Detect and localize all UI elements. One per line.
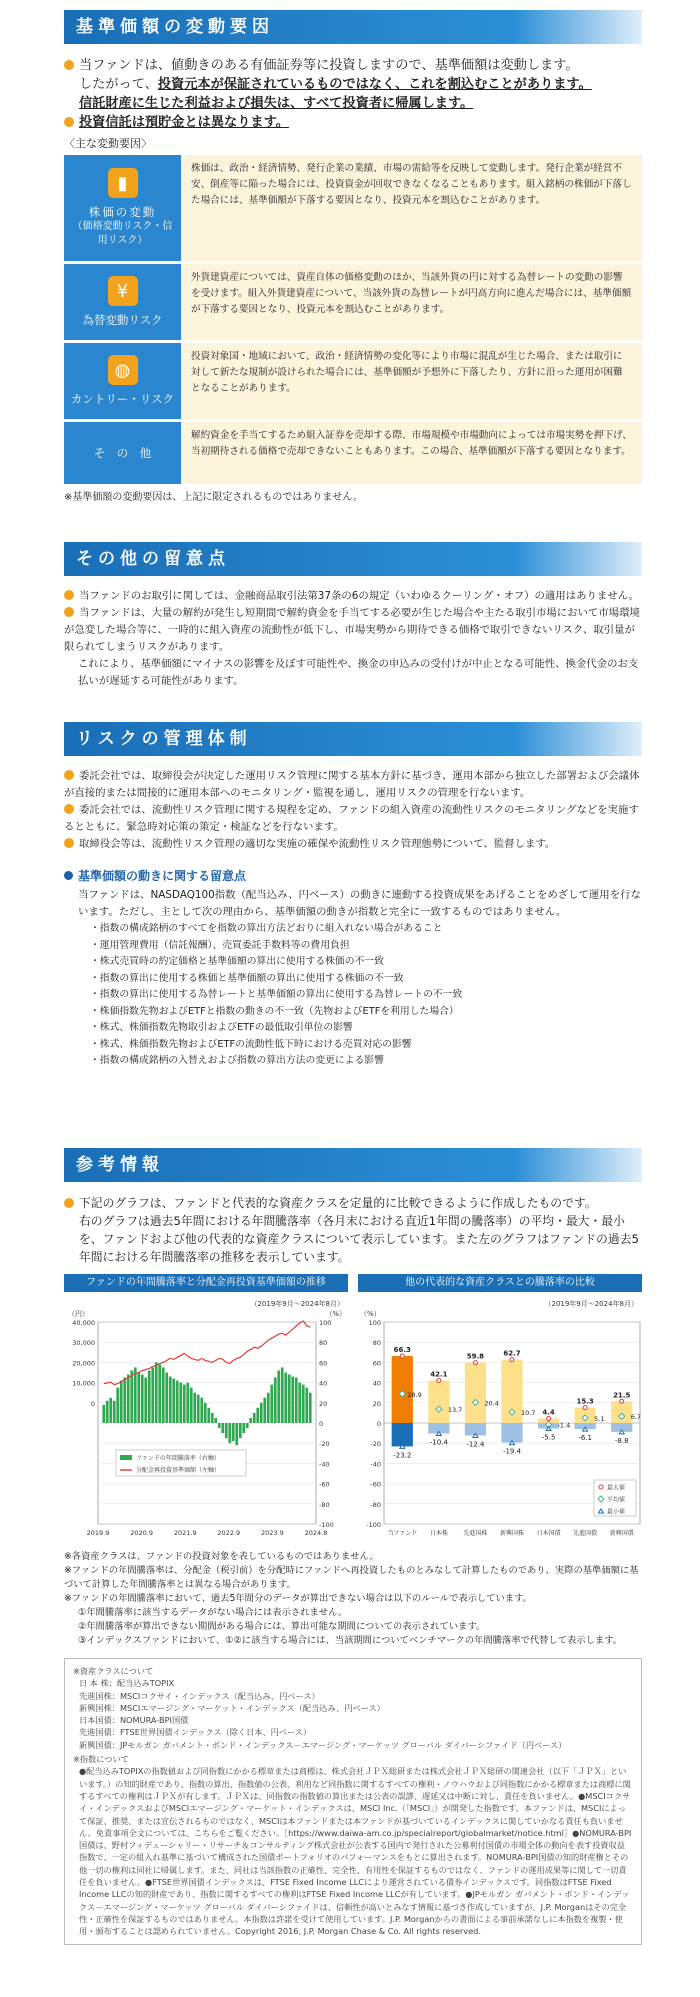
avg-label: 13.7 [447,1406,463,1415]
max-label: 15.3 [576,1397,594,1406]
max-label: 66.3 [393,1346,411,1355]
left-tick-label: 30,000 [72,1339,95,1348]
risk-label: 株価の変動 [88,205,157,219]
category-label: 当ファンド [387,1530,418,1537]
stock-chart-icon: ▮ [108,168,138,198]
section-fluctuation [64,10,642,503]
return-bar [169,1377,172,1423]
return-bar [228,1423,231,1443]
reason-item: ・指数の算出に使用する株価と基準価額の算出に使用する株価の不一致 [90,972,404,984]
return-bar [183,1385,186,1423]
chart-title: 他の代表的な資産クラスとの騰落率の比較 [358,1274,642,1292]
y-tick-label: 100 [368,1319,381,1327]
footnote: ※基準価額の変動要因は、上記に限定されるものではありません。 [64,492,363,503]
bullet-dot-icon [64,770,74,780]
reason-item: ・指数の構成銘柄のすべてを指数の算出方法どおりに組入れない場合があること [90,923,443,934]
x-tick-label: 2024.8 [304,1529,328,1537]
min-label: -6.1 [578,1434,592,1443]
bullet-text: 当ファンドのお取引に関しては、金融商品取引法第37条の6の規定（いわゆるクーリング・オフ）の適用はありません。 [79,590,640,602]
x-tick-label: 2020.9 [130,1529,153,1537]
bullet-dot-icon [64,60,74,70]
bullet-text: 委託会社では、流動性リスク管理に関する規程を定め、ファンドの組入資産の流動性リスクのモニタリングなどを実施するとともに、緊急時対応策の策定・検証などを行ないます。 [64,804,639,833]
max-label: 59.8 [466,1352,485,1361]
return-bar [158,1364,161,1423]
reason-item: ・株式、株価指数先物およびETFの流動性低下時における売買対応の影響 [90,1038,412,1050]
min-label: -12.4 [466,1440,485,1449]
left-axis-unit: （円） [68,1310,89,1318]
y-tick-label: -40 [370,1460,381,1469]
avg-label: 20.4 [484,1399,499,1408]
return-bar [179,1383,182,1423]
return-bar [186,1383,189,1423]
max-label: 42.1 [430,1370,448,1379]
bullet-dot-icon [64,607,74,617]
bullet-text: これにより、基準価額にマイナスの影響を及ぼす可能性や、換金の申込みの受付けが中止となる可能性、換金代金のお支払いが遅延する可能性があります。 [78,658,639,687]
left-tick-label: 0 [90,1399,95,1408]
risk-text: 投資対象国・地域において、政治・経済情勢の変化等により市場に混乱が生じた場合、または取引に対して新たな規制が設けられた場合には、基準価額が予想外に下落したり、方針に沿った運用が困難となることがあります。 [181,343,642,419]
ref-line: 新興国株：MSCIエマージング・マーケット・インデックス（配当込み、円ベース） [79,1702,385,1713]
max-bar [428,1380,449,1423]
return-bar [116,1388,119,1423]
avg-label: 6.7 [630,1413,642,1422]
max-marker [547,1417,551,1421]
right-tick-label: 100 [319,1319,332,1327]
reference-box [64,1658,642,1945]
max-label: 21.5 [613,1391,631,1400]
bullet-dot-icon [64,117,74,127]
avg-label: 10.7 [521,1409,536,1418]
legend-label: 平均値 [607,1496,626,1504]
return-bar [144,1378,147,1423]
y-tick-label: 40 [372,1379,381,1388]
bullet-text: したがって、 [79,77,158,92]
return-bar [162,1367,165,1423]
right-tick-label: -40 [319,1460,330,1469]
reason-item: ・株式売買時の約定価格と基準価額の算出に使用する株価の不一致 [90,956,384,967]
max-label: 62.7 [503,1349,521,1358]
ref-line: 新興国債：JPモルガン ガバメント・ボンド・インデックス－エマージング・マーケッツ グローバル ダイバーシファイド（円ベース） [79,1739,567,1750]
risk-label-cell [64,155,181,261]
max-bar [392,1356,413,1423]
category-label: 先進国債 [573,1530,598,1537]
right-tick-label: 40 [319,1379,328,1388]
chart-subtitle: （2019年9月～2024年8月） [544,1300,638,1308]
bullet-text: 当ファンドは、値動きのある有価証券等に投資しますので、基準価額は変動します。 [79,58,579,73]
max-marker [620,1399,624,1403]
note-item: ②年間騰落率が算出できない期間がある場合には、算出可能な期間についての表示されています。 [78,1621,486,1632]
max-marker [583,1406,587,1410]
bullet-text: 取締役会等は、流動性リスク管理の適切な実施の確保や流動性リスク管理態勢について、監督します。 [79,838,556,850]
ref-paragraph: ●配当込みTOPIXの指数値および同指数にかかる標章または商標は、株式会社ＪＰＸ総研または株式会社ＪＰＸ総研の関連会社（以下「ＪＰＸ」といいます。）の知的財産であり、指数の算出、指数値の公表、利用など同指数に関するすべての権利・ノウハウおよび同指数にかかる標章または商標に関するすべての権利はＪＰＸが有します。ＪＰＸは、同指数の指数値の算出または公表の誤謬、遅延又は中断に対し、責任を負いません。●MSCIコクサイ・インデックスおよびMSCIエマージング・マーケット・インデックスは、MSCI Inc.（「MSCI」）が開発した指数です。本ファンドは、MSCIによって保証、推奨、または宣伝されるものではなく、MSCIは本ファンドまたは本ファンドが基づいているインデックスに関していかなる責任も負いません。免責事項全文については、こちらをご覧ください。［https://www.daiwa-am.co.jp/specialreport/globalmarket/notice.html］●NOMURA-BPI国債は、野村フィデューシャリー・リサーチ＆コンサルティング株式会社が公表する国内で発行された公募利付国債の市場全体の動向を表す投資収益指数で、一定の組入れ基準に基づいて構成された国債ポートフォリオのパフォーマンスをもとに算出されます。NOMURA-BPI国債の知的財産権とその他一切の権利は同社に帰属します。また、同社は当該指数の正確性、完全性、有用性を保証するものではなく、ファンドの運用成果等に関して一切責任を負いません。●FTSE世界国債インデックスは、FTSE Fixed Income LLCにより運営されている債券インデックスです。同指数はFTSE Fixed Income LLCの知的財産であり、指数に関するすべての権利はFTSE Fixed Income LLCが有しています。●JPモルガン ガバメント・ボンド・インデックス－エマージング・マーケッツ グローバル ダイバーシファイドは、信頼性が高いとみなす情報に基づき作成していますが、J.P. Morganはその完全性・正確性を保証するものではありません。本指数は許諾を受けて使用しています。J.P. Morganからの書面による事前承諾なしに本指数を複製・使用・頒布することは認められていません。Copyright 2016, J.P. Morgan Chase & Co. All rights reserved. [79,1766,632,1937]
x-tick-label: 2022.9 [217,1529,241,1537]
risk-row [64,343,642,419]
return-bar [221,1423,224,1433]
return-bar [246,1423,249,1428]
return-bar [239,1423,242,1438]
right-tick-label: 60 [319,1359,328,1368]
y-tick-label: 80 [372,1339,381,1348]
return-bar [218,1423,221,1428]
main-factors-label: 〈主な変動要因〉 [64,137,152,150]
return-bar [190,1388,193,1423]
right-tick-label: -80 [319,1500,330,1509]
reason-item: ・株式、株価指数先物取引およびETFの最低取引単位の影響 [90,1022,353,1033]
reason-item: ・指数の算出に使用する為替レートと基準価額の算出に使用する為替レートの不一致 [90,989,463,1000]
return-bar [225,1423,228,1438]
return-bar [288,1375,291,1423]
return-bar [102,1405,105,1423]
risk-label-cell [64,264,181,340]
category-label: 日本株 [429,1530,448,1537]
max-bar [465,1363,486,1423]
bullet-text-underline: 信託財産に生じた利益および損失は、すべて投資者に帰属します。 [79,96,474,111]
chart-title: ファンドの年間騰落率と分配金再投資基準価額の推移 [64,1274,348,1292]
min-label: -23.2 [393,1451,412,1460]
risk-sublabel: （価格変動リスク・信用リスク） [72,221,173,246]
section-title: 基準価額の変動要因 [64,10,642,44]
return-bar [270,1385,273,1423]
left-tick-label: 40,000 [72,1319,95,1327]
return-bar [197,1395,200,1423]
category-label: 新興国株 [499,1530,525,1537]
max-marker [400,1354,404,1358]
return-bar [267,1393,270,1423]
return-bar [214,1418,217,1423]
category-label: 日本国債 [536,1530,561,1537]
return-bar [127,1375,130,1423]
y-tick-label: -60 [370,1480,381,1489]
return-bar [151,1367,154,1423]
risk-label: カントリー・リスク [70,392,175,406]
sub-section [64,867,642,1070]
right-tick-label: -60 [319,1480,330,1489]
currency-exchange-icon: ¥ [108,276,138,306]
risk-label-cell [64,343,181,419]
asset-chart-panel [358,1274,642,1546]
return-bar [274,1378,277,1423]
category-label: 新興国債 [609,1530,634,1537]
risk-label-cell [64,422,181,484]
reason-item: ・運用管理費用（信託報酬）、売買委託手数料等の費用負担 [90,939,350,951]
bullet-text-underline: 投資信託は預貯金とは異なります。 [79,115,289,130]
ref-line: 日 本 株：配当込みTOPIX [79,1678,175,1689]
section-title: リスクの管理体制 [64,722,642,756]
reason-list [64,921,642,1070]
chart-notes [64,1550,642,1648]
legend-label: 最大値 [607,1484,626,1492]
y-tick-label: 60 [372,1359,381,1368]
return-bar [263,1398,266,1423]
return-bar [176,1381,179,1423]
return-bar [305,1388,308,1423]
ref-line: 先進国株：MSCIコクサイ・インデックス（配当込み、円ベース） [79,1690,320,1701]
return-bar [155,1362,158,1423]
category-label: 先進国株 [463,1530,488,1537]
y-tick-label: 20 [372,1399,381,1408]
section-risk-management [64,722,642,1070]
risk-text: 株価は、政治・経済情勢、発行企業の業績、市場の需給等を反映して変動します。発行企業が経営不安、倒産等に陥った場合には、投資資金が回収できなくなることもあります。組入銘柄の株価が下落した場合には、基準価額が下落する要因となり、投資元本を割込むことがあります。 [181,155,642,261]
bullet-dot-icon [64,838,74,848]
risk-row [64,155,642,261]
y-tick-label: -20 [370,1440,381,1449]
fund-chart [64,1292,348,1542]
section-reference [64,1148,642,1945]
right-tick-label: 80 [319,1339,328,1348]
bullet-text-underline: 投資元本が保証されているものではなく、これを割込むことがあります。 [157,77,592,92]
return-bar [172,1379,175,1423]
min-label: -5.5 [541,1433,556,1442]
y-tick-label: -80 [370,1500,381,1509]
intro-text: 下記のグラフは、ファンドと代表的な資産クラスを定量的に比較できるように作成したものです。 [79,1196,597,1210]
axis-unit: （%） [360,1310,381,1318]
x-tick-label: 2021.9 [173,1529,197,1537]
return-bar [207,1408,210,1423]
y-tick-label: -100 [366,1521,381,1529]
bullet-dot-icon [64,590,74,600]
return-bar [281,1367,284,1423]
return-bar [232,1423,235,1441]
intro-block [64,56,642,132]
avg-label: 5.1 [594,1414,605,1423]
reason-item: ・株価指数先物およびETFと指数の動きの不一致（先物およびETFを利用した場合） [90,1005,459,1017]
legend-label: ファンドの年間騰落率（右軸） [136,1455,220,1462]
risk-text: 解約資金を手当てするため組入証券を売却する際、市場規模や市場動向によっては市場実勢を押下げ、当初期待される価格で売却できないこともあります。この場合、基準価額が下落する要因となります。 [181,422,642,484]
bullet-dot-icon [64,804,74,814]
return-bar [106,1401,109,1423]
return-bar [242,1423,245,1433]
return-bar [291,1377,294,1423]
return-bar [134,1367,137,1423]
risk-row [64,422,642,484]
section-other-notes [64,542,642,690]
note-item: ※各資産クラスは、ファンドの投資対象を表しているものではありません。 [64,1551,379,1562]
return-bar [113,1401,116,1423]
return-bar [256,1408,259,1423]
y-tick-label: 0 [376,1420,381,1428]
return-bar [253,1413,256,1423]
note-item: ※ファンドの年間騰落率は、分配金（税引前）を分配時にファンドへ再投資したものとみなして計算したものであり、実際の基準価額に基づいて計算した年間騰落率とは異なる場合があります。 [64,1565,639,1590]
min-label: -10.4 [429,1438,448,1447]
return-bar [123,1378,126,1423]
fund-chart-panel [64,1274,348,1546]
left-tick-label: 20,000 [72,1359,95,1368]
risk-text: 外貨建資産については、資産自体の価格変動のほか、当該外貨の円に対する為替レートの変動の影響を受けます。組入外貨建資産について、当該外貨の為替レートが円高方向に進んだ場合には、基準価額が下落する要因となり、投資元本を割込むことがあります。 [181,264,642,340]
chart-subtitle: （2019年9月～2024年8月） [250,1300,344,1308]
return-bar [302,1385,305,1423]
return-bar [260,1403,263,1423]
max-marker [510,1358,514,1362]
globe-icon: ◍ [108,355,138,385]
ref-line: 先進国債：FTSE世界国債インデックス（除く日本、円ベース） [79,1727,312,1738]
reason-item: ・指数の構成銘柄の入替えおよび指数の算出方法の変更による影響 [90,1055,384,1066]
return-bar [309,1393,312,1423]
section-title: 参考情報 [64,1148,642,1182]
sub-text: 当ファンドは、NASDAQ100指数（配当込み、円ベース）の動きに連動する投資成果をあげることをめざして運用を行ないます。ただし、主として次の理由から、基準価額の動きが指数と完全に一致するものではありません。 [78,889,641,918]
note-item: ①年間騰落率に該当するデータがない場合には表示されません。 [78,1607,348,1618]
risk-label: そ の 他 [93,446,152,460]
risk-row [64,264,642,340]
right-tick-label: 0 [319,1420,324,1428]
right-tick-label: -20 [319,1440,330,1449]
note-item: ③インデックスファンドにおいて、①②に該当する場合には、当該期間についてベンチマークの年間騰落率で代替して表示します。 [78,1635,623,1646]
max-marker [437,1378,441,1382]
avg-label: -1.4 [557,1421,571,1430]
return-bar [120,1381,123,1423]
intro-text: 右のグラフは過去5年間における年間騰落率（各月末における直近1年間の騰落率）の平均・最大・最小を、ファンドおよび他の代表的な資産クラスについて表示しています。また左のグラフはファンドの過去5年間における年間騰落率の推移を表示しています。 [79,1214,639,1264]
section-title: その他の留意点 [64,542,642,576]
return-bar [235,1423,238,1445]
return-bar [204,1403,207,1423]
return-bar [298,1383,301,1423]
legend-swatch [120,1455,132,1460]
ref-lines [73,1677,633,1751]
bullet-dot-icon [64,871,73,880]
risk-label: 為替変動リスク [82,313,163,327]
legend-label: 最小値 [607,1508,626,1516]
return-bar [277,1370,280,1423]
return-bar [249,1418,252,1423]
bullet-dot-icon [64,1198,74,1208]
return-bar [295,1378,298,1423]
risk-table [64,155,642,484]
return-bar [193,1393,196,1423]
return-bar [211,1413,214,1423]
bullet-text: 委託会社では、取締役会が決定した運用リスク管理に関する基本方針に基づき、運用本部から独立した部署および会議体が直接的または間接的に運用本部へのモニタリング・監視を通し、運用リスクの管理を行ないます。 [64,770,640,799]
return-bar [141,1375,144,1423]
x-tick-label: 2023.9 [261,1529,284,1537]
sub-title: 基準価額の動きに関する留意点 [78,869,247,883]
max-marker [473,1361,477,1365]
note-item: ※ファンドの年間騰落率において、過去5年間分のデータが算出できない場合は以下のルールで表示しています。 [64,1593,532,1604]
return-bar [148,1370,151,1423]
min-bar [392,1423,413,1446]
min-label: -19.4 [502,1447,522,1456]
max-label: 4.4 [542,1408,555,1417]
right-tick-label: -100 [319,1521,334,1529]
return-bar [109,1398,112,1423]
charts-row [64,1274,642,1546]
bullet-text: 当ファンドは、大量の解約が発生し短期間で解約資金を手当てする必要が生じた場合や主たる取引市場において市場環境が急変した場合等に、一時的に組入資産の流動性が低下し、市場実勢から期待できる価格で取引できないリスク、取引量が限られてしまうリスクがあります。 [64,607,640,653]
return-bar [130,1370,133,1423]
return-bar [137,1373,140,1424]
ref-heading: ※資産クラスについて [73,1666,154,1676]
asset-class-chart [358,1292,642,1542]
ref-line: 日本国債：NOMURA-BPI国債 [79,1715,189,1726]
legend-marker [599,1485,603,1489]
right-tick-label: 20 [319,1399,328,1408]
left-tick-label: 10,000 [72,1379,95,1388]
right-axis-unit: （%） [325,1310,346,1318]
return-bar [284,1373,287,1424]
min-label: -8.8 [614,1436,629,1445]
x-tick-label: 2019.9 [86,1529,110,1537]
return-bar [165,1373,168,1424]
ref-heading: ※指数について [73,1754,129,1765]
legend-label: 分配金再投資基準価額（左軸） [136,1467,221,1474]
return-bar [200,1398,203,1423]
avg-label: 28.9 [407,1390,422,1399]
